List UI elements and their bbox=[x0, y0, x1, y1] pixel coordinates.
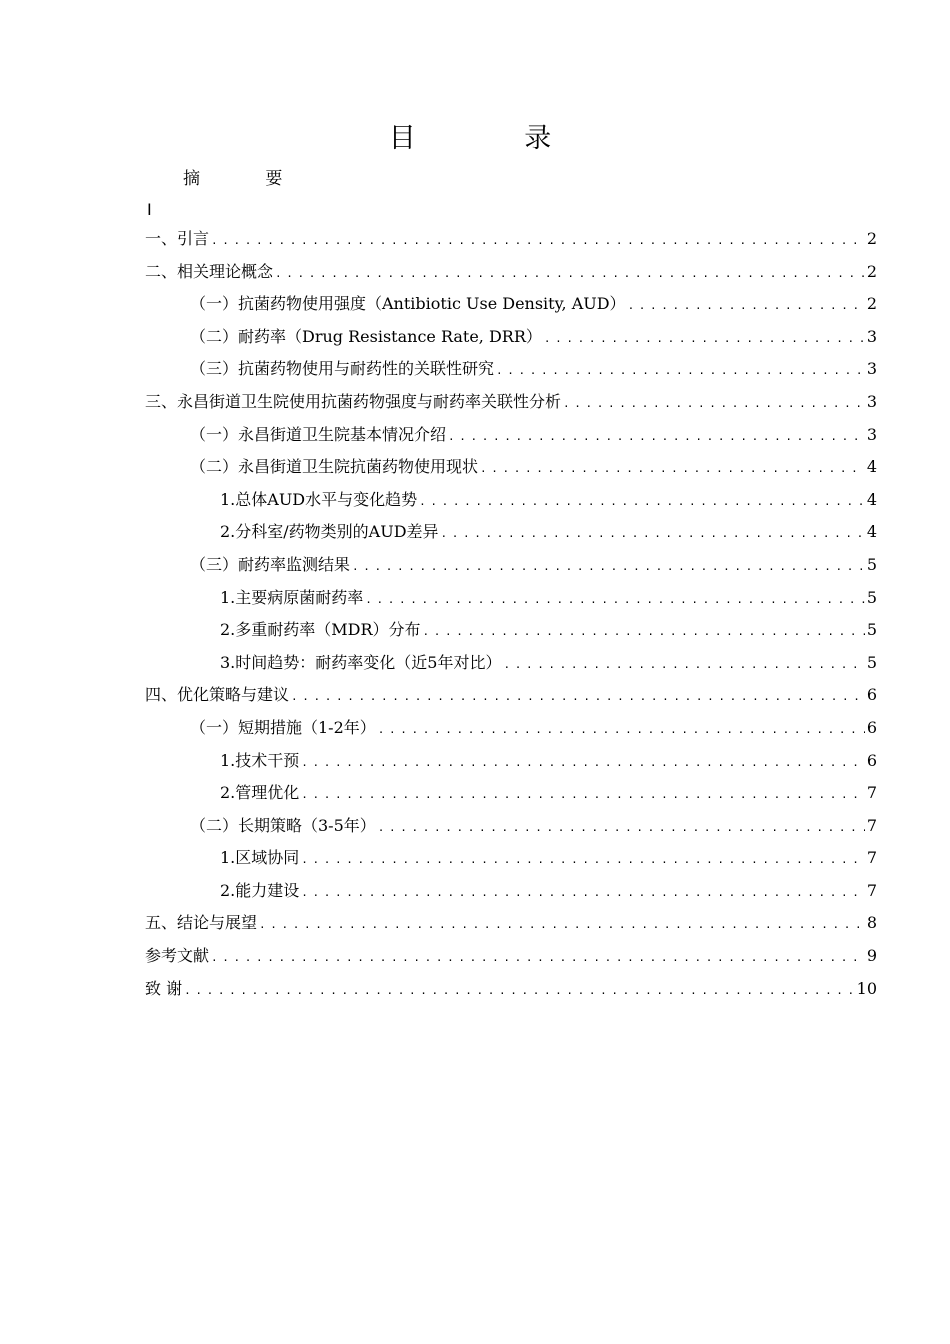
dot-leader bbox=[503, 653, 864, 672]
toc-entry[interactable] bbox=[145, 943, 877, 976]
toc-entry-title: 1.总体AUD水平与变化趋势 bbox=[220, 489, 418, 509]
toc-entry-page-number: 3 bbox=[866, 391, 877, 411]
toc-entry[interactable] bbox=[145, 845, 877, 878]
dot-leader bbox=[378, 718, 865, 737]
toc-entry[interactable] bbox=[145, 780, 877, 813]
toc-entry-page-number: 3 bbox=[866, 359, 877, 379]
toc-entry-page-number: 2 bbox=[866, 229, 877, 248]
abstract-page-number: I bbox=[147, 200, 152, 219]
dot-leader bbox=[301, 881, 865, 900]
toc-entry-title: 3.时间趋势：耐药率变化（近5年对比） bbox=[220, 652, 502, 672]
toc-entry[interactable] bbox=[145, 389, 877, 422]
toc-entry[interactable] bbox=[145, 910, 877, 943]
dot-leader bbox=[211, 946, 865, 965]
toc-entry-title: 2.管理优化 bbox=[220, 783, 300, 803]
toc-entry-page-number: 2 bbox=[866, 294, 877, 314]
dot-leader bbox=[301, 751, 865, 770]
toc-entry-title: 五、结论与展望 bbox=[145, 913, 258, 933]
dot-leader bbox=[291, 685, 865, 704]
toc-entry[interactable] bbox=[145, 585, 877, 618]
toc-entry-page-number: 7 bbox=[866, 848, 877, 868]
toc-entry-title: 1.技术干预 bbox=[220, 750, 300, 770]
toc-entry-title: （一）永昌街道卫生院基本情况介绍 bbox=[190, 424, 447, 444]
toc-entry[interactable] bbox=[145, 813, 877, 846]
dot-leader bbox=[419, 490, 865, 509]
toc-entry-title: 致 谢 bbox=[145, 978, 183, 998]
dot-leader bbox=[365, 588, 865, 607]
toc-entry-page-number: 7 bbox=[866, 880, 877, 900]
dot-leader bbox=[301, 848, 865, 867]
toc-entry[interactable] bbox=[145, 682, 877, 715]
toc-entry-page-number: 10 bbox=[856, 978, 877, 998]
toc-entry-title: （二）长期策略（3-5年） bbox=[190, 815, 376, 835]
dot-leader bbox=[496, 359, 865, 378]
toc-entry-page-number: 5 bbox=[866, 554, 877, 574]
toc-entry-title: （一）抗菌药物使用强度（Antibiotic Use Density, AUD） bbox=[190, 294, 626, 314]
toc-entry-page-number: 8 bbox=[866, 913, 877, 933]
toc-entry[interactable] bbox=[145, 259, 877, 292]
toc-entry-page-number: 5 bbox=[866, 587, 877, 607]
toc-entry-page-number: 2 bbox=[866, 261, 877, 281]
dot-leader bbox=[275, 262, 865, 281]
toc-entry-page-number: 6 bbox=[866, 750, 877, 770]
dot-leader bbox=[259, 913, 865, 932]
toc-entry[interactable] bbox=[145, 650, 877, 683]
toc-entry-title: 参考文献 bbox=[145, 946, 210, 966]
dot-leader bbox=[423, 620, 865, 639]
toc-entry[interactable] bbox=[145, 324, 877, 357]
dot-leader bbox=[628, 294, 865, 313]
dot-leader bbox=[480, 457, 865, 476]
toc-entry[interactable] bbox=[145, 976, 877, 1009]
toc-entry-title: 1.主要病原菌耐药率 bbox=[220, 587, 364, 607]
toc-entry[interactable] bbox=[145, 878, 877, 911]
toc-entry-title: （三）耐药率监测结果 bbox=[190, 554, 351, 574]
toc-entry-page-number: 7 bbox=[866, 783, 877, 803]
toc-entry[interactable] bbox=[145, 552, 877, 585]
toc-entry[interactable] bbox=[145, 519, 877, 552]
toc-entry-title: （二）永昌街道卫生院抗菌药物使用现状 bbox=[190, 457, 479, 477]
page-title: 目 录 bbox=[388, 123, 602, 154]
toc-entry-page-number: 6 bbox=[866, 685, 877, 705]
dot-leader bbox=[544, 327, 865, 346]
dot-leader bbox=[448, 425, 865, 444]
toc-entry[interactable] bbox=[145, 422, 877, 455]
dot-leader bbox=[563, 392, 865, 411]
toc-entry-title: 1.区域协同 bbox=[220, 848, 300, 868]
dot-leader bbox=[441, 522, 865, 541]
toc-entry-page-number: 7 bbox=[866, 815, 877, 835]
toc-entry-title: （一）短期措施（1-2年） bbox=[190, 717, 376, 737]
toc-entry-title: （二）耐药率（Drug Resistance Rate, DRR） bbox=[190, 326, 542, 346]
toc-entry[interactable] bbox=[145, 226, 877, 259]
toc-entry[interactable] bbox=[145, 454, 877, 487]
toc-entry-page-number: 5 bbox=[866, 652, 877, 672]
dot-leader bbox=[378, 816, 865, 835]
toc-entry-title: （三）抗菌药物使用与耐药性的关联性研究 bbox=[190, 359, 495, 379]
toc-entry[interactable] bbox=[145, 617, 877, 650]
toc-entry-page-number: 4 bbox=[866, 457, 877, 477]
toc-entry-title: 三、永昌街道卫生院使用抗菌药物强度与耐药率关联性分析 bbox=[145, 391, 562, 411]
table-of-contents bbox=[145, 226, 877, 1008]
dot-leader bbox=[184, 979, 855, 998]
dot-leader bbox=[352, 555, 865, 574]
toc-entry-title: 2.能力建设 bbox=[220, 880, 300, 900]
toc-entry-title: 2.分科室/药物类别的AUD差异 bbox=[220, 522, 439, 542]
abstract-label: 摘 要 bbox=[183, 169, 313, 189]
toc-entry[interactable] bbox=[145, 715, 877, 748]
toc-entry-title: 二、相关理论概念 bbox=[145, 261, 274, 281]
toc-entry-page-number: 5 bbox=[866, 620, 877, 640]
toc-entry-title: 2.多重耐药率（MDR）分布 bbox=[220, 620, 421, 640]
toc-entry[interactable] bbox=[145, 356, 877, 389]
toc-entry-title: 四、优化策略与建议 bbox=[145, 685, 290, 705]
toc-entry-title: 一、引言 bbox=[145, 229, 210, 248]
toc-entry-page-number: 4 bbox=[866, 522, 877, 542]
dot-leader bbox=[301, 783, 865, 802]
toc-entry[interactable] bbox=[145, 291, 877, 324]
toc-entry[interactable] bbox=[145, 748, 877, 781]
toc-entry-page-number: 6 bbox=[866, 717, 877, 737]
toc-entry-page-number: 3 bbox=[866, 326, 877, 346]
toc-entry-page-number: 4 bbox=[866, 489, 877, 509]
toc-entry[interactable] bbox=[145, 487, 877, 520]
toc-entry-page-number: 9 bbox=[866, 946, 877, 966]
toc-entry-page-number: 3 bbox=[866, 424, 877, 444]
dot-leader bbox=[211, 229, 865, 248]
